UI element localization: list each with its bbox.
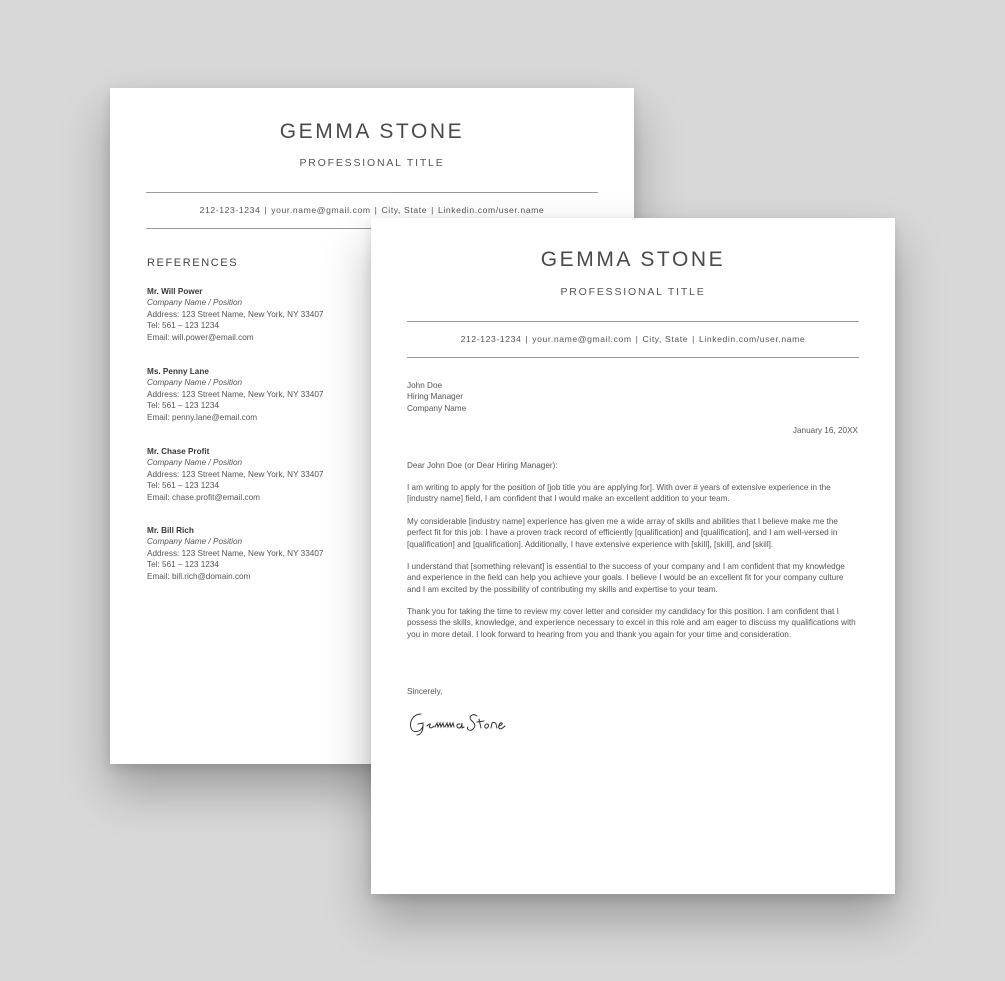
reference-address: Address: 123 Street Name, New York, NY 33407 [147,469,324,479]
letter-paragraph: I understand that [something relevant] is essential to the success of your company and I am confident that my knowledge and experience in the field can help you achieve your goals. I believe I would be an excellent fit for your company culture and I am excited by the possibility of contributing my skills and expertise to your team. [407,562,845,594]
reference-email: Email: will.power@email.com [147,332,254,342]
contact-linkedin: Linkedin.com/user.name [437,205,545,215]
reference-entry [147,366,323,423]
contact-line: 212-123-1234 | your.name@gmail.com | City, State | Linkedin.com/user.name [199,205,545,215]
reference-name: Mr. Bill Rich [147,526,194,535]
resume-name: GEMMA STONE [279,120,465,143]
reference-entry [147,525,323,582]
reference-email: Email: bill.rich@domain.com [147,571,251,581]
reference-entry [147,286,323,343]
contact-linkedin: Linkedin.com/user.name [698,334,806,344]
salutation: Dear John Doe (or Dear Hiring Manager): [407,461,558,470]
letter-paragraph: My considerable [industry name] experience has given me a wide array of skills and abilities that I believe make me the perfect fit for this job. I have a proven track record of efficiently [qualification] and [qualification], and I am well-versed in [qualification] and [qualification]. Additionally, I have extensive experience with [skill], [skill], and [skill]. [407,517,838,549]
reference-company: Company Name / Position [147,298,243,308]
contact-location: City, State [642,334,689,344]
reference-email: Email: chase.profit@email.com [147,492,260,502]
reference-tel: Tel: 561 – 123 1234 [147,481,219,491]
header-divider-top [146,192,598,193]
handwritten-signature [407,708,527,743]
contact-phone: 212-123-1234 [460,334,522,344]
resume-name: GEMMA STONE [540,248,726,271]
reference-name: Ms. Penny Lane [147,367,209,376]
reference-address: Address: 123 Street Name, New York, NY 33407 [147,309,324,319]
contact-location: City, State [381,205,428,215]
reference-tel: Tel: 561 – 123 1234 [147,560,219,570]
reference-company: Company Name / Position [147,458,243,468]
recipient-block [407,380,859,414]
letter-closing: Sincerely, [407,687,443,696]
reference-address: Address: 123 Street Name, New York, NY 33407 [147,548,324,558]
contact-phone: 212-123-1234 [199,205,261,215]
reference-tel: Tel: 561 – 123 1234 [147,321,219,331]
reference-company: Company Name / Position [147,378,243,388]
contact-email: your.name@gmail.com [532,334,632,344]
reference-tel: Tel: 561 – 123 1234 [147,401,219,411]
professional-title: PROFESSIONAL TITLE [299,157,445,169]
contact-email: your.name@gmail.com [271,205,371,215]
letter-date: January 16, 20XX [792,426,858,435]
letter-paragraph: I am writing to apply for the position of [job title you are applying for]. With over # years of extensive experience in the [industry name] field, I am confident that I would make an excellent addition to your team. [407,483,831,504]
reference-name: Mr. Will Power [147,287,203,296]
reference-email: Email: penny.lane@email.com [147,412,258,422]
reference-address: Address: 123 Street Name, New York, NY 33407 [147,389,324,399]
recipient-company: Company Name [407,403,467,413]
header-divider-top [407,321,859,322]
header-divider-bottom [407,357,859,358]
cover-letter-page [371,218,895,894]
reference-entry [147,446,323,503]
references-heading: REFERENCES [147,257,239,269]
reference-company: Company Name / Position [147,537,243,547]
professional-title: PROFESSIONAL TITLE [560,286,706,298]
recipient-title: Hiring Manager [407,392,463,402]
recipient-name: John Doe [407,381,443,390]
contact-line: 212-123-1234 | your.name@gmail.com | City, State | Linkedin.com/user.name [460,334,806,344]
letter-paragraph: Thank you for taking the time to review my cover letter and consider my candidacy for this position. I am confident that I possess the skills, knowledge, and experience necessary to excel in this role and am eager to discuss my qualifications with you in more detail. I look forward to hearing from you and thank you again for your time and consideration. [407,607,856,639]
reference-name: Mr. Chase Profit [147,447,210,456]
